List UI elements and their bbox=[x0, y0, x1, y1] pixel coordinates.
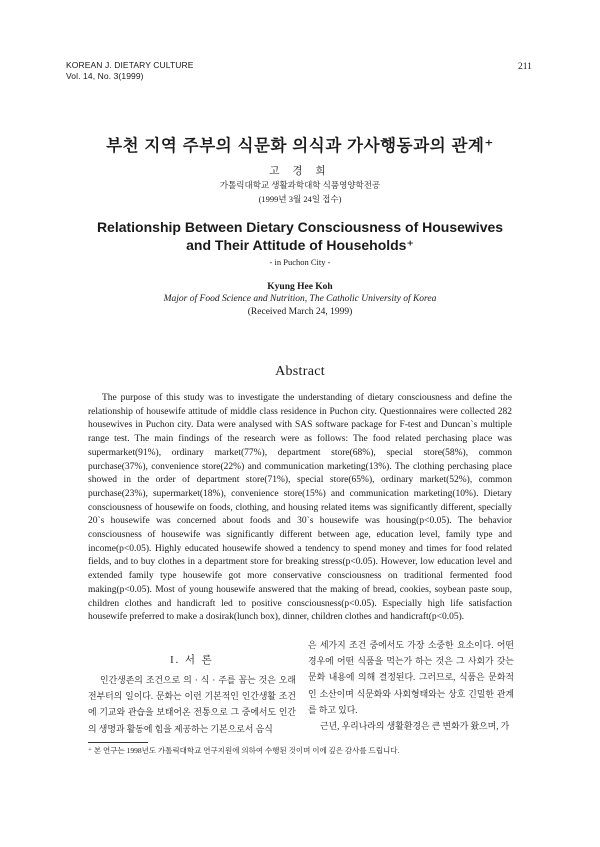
korean-author: 고 경 희 bbox=[269, 165, 331, 177]
intro-paragraph-2: 근년, 우리나라의 생활환경은 큰 변화가 왔으며, 가 bbox=[320, 721, 510, 732]
footnote-divider bbox=[88, 742, 148, 743]
english-title bbox=[40, 218, 560, 254]
right-column bbox=[308, 637, 514, 734]
left-column bbox=[88, 672, 296, 737]
footnote: ⁺ 본 연구는 1998년도 가톨릭대학교 연구지원에 의하여 수행된 것이며 이에 깊은 감사를 드립니다. bbox=[88, 746, 400, 755]
page-number: 211 bbox=[518, 62, 532, 72]
section-heading-introduction: I. 서 론 bbox=[170, 655, 214, 666]
intro-paragraph-1: 인간생존의 조건으로 의 · 식 · 주를 꼽는 것은 오래 전부터의 일이다. 문화는 이런 기본적인 인간생활 조건에 기교와 관습을 보태어온 전통으로 그 중에서도 인간의 생명과 활동에 힘을 제공하는 기본으로서 음식 bbox=[88, 675, 296, 734]
korean-received-date: (1999년 3월 24일 접수) bbox=[258, 194, 342, 204]
korean-title: 부천 지역 주부의 식문화 의식과 가사행동과의 관계⁺ bbox=[106, 137, 494, 155]
english-subtitle: - in Puchon City - bbox=[269, 257, 331, 267]
abstract-body bbox=[88, 392, 512, 625]
journal-volume: Vol. 14, No. 3(1999) bbox=[66, 71, 144, 81]
abstract-text: The purpose of this study was to investigate the understanding of dietary consciousness and define the relationship of housewife attitude of middle class residence in Puchon city. Questionnaires were collected 282 housewives in Puchon city. Data were analysed with SAS software package for F-test and Duncan`s multiple range test. The main findings of the research were as follows: The food related perchasing place was supermarket(91%), ordinary market(77%), department store(68%), special store(58%), common purchase(37%), convenience store(22%) and communication marketing(13%). The clothing perchasing place showed in the order of department store(71%), special store(65%), ordinary market(52%), common purchase(23%), supermarket(18%), convenience store(15%) and communication marketing(10%). Dietary consciousness of housewife on foods, clothing, and housing related items was significantly different, specially 20`s housewife was concerned about foods and 30`s housewife was housing(p<0.05). The behavior consciousness of housewife was significantly different between age, education level, family type and income(p<0.05). Highly educated housewife showed a tendency to spend money and times for food related fields, and to buy clothes in a department store for breaking stress(p<0.05). However, low education level and extended family type housewife got more conservative consciousness on traditional fermented food making(p<0.05). Most of young housewife answered that the making of bread, cookies, soybean paste soup, children clothes and handicraft led to positive consciousness(p<0.05). Especially high life satisfaction housewife preferred to make a dosirak(lunch box), dinner, children clothes and handicraft(p<0.05). bbox=[88, 393, 512, 623]
english-affiliation: Major of Food Science and Nutrition, The Catholic University of Korea bbox=[163, 294, 437, 304]
english-title-line1: Relationship Between Dietary Consciousness of Housewives bbox=[96, 219, 504, 235]
english-author: Kyung Hee Koh bbox=[267, 282, 333, 292]
journal-citation bbox=[66, 60, 194, 82]
intro-paragraph-1-continued: 은 세가지 조건 중에서도 가장 소중한 요소이다. 어떤 경우에 어떤 식품을 먹는가 하는 것은 그 사회가 갖는 문화 내용에 의해 결정된다. 그러므로, 식품은 문화적인 소산이며 식문화와 사회형태와는 상호 긴밀한 관계를 하고 있다. bbox=[308, 640, 514, 715]
english-title-line2: and Their Attitude of Households⁺ bbox=[186, 237, 414, 253]
abstract-heading: Abstract bbox=[275, 364, 325, 379]
korean-affiliation: 가톨릭대학교 생활과학대학 식품영양학전공 bbox=[219, 180, 381, 190]
english-received-date: (Received March 24, 1999) bbox=[247, 307, 353, 317]
journal-name: KOREAN J. DIETARY CULTURE bbox=[66, 60, 194, 70]
